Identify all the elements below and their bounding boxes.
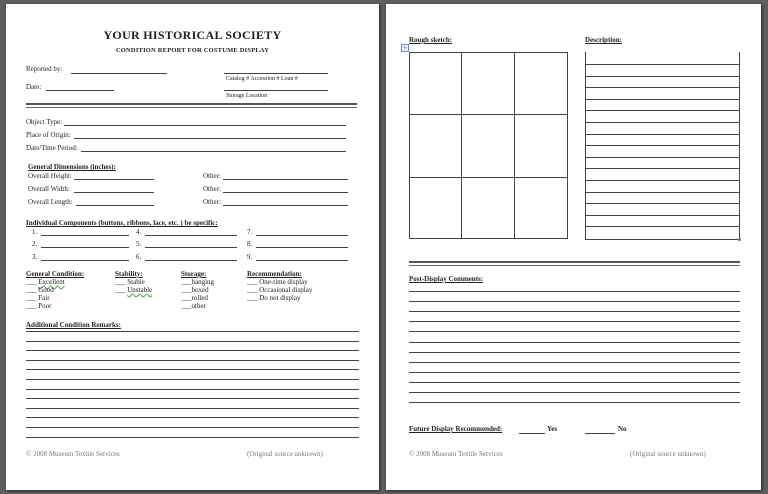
ruled-line	[585, 76, 740, 77]
ruled-line	[409, 402, 740, 403]
overall-height-label: Overall Height:	[28, 172, 72, 180]
component-field[interactable]	[256, 260, 348, 261]
recommendation-option-label: One-time display	[259, 278, 308, 286]
place-of-origin-field[interactable]	[74, 138, 346, 139]
future-display-label: Future Display Recommended:	[409, 425, 503, 433]
storage-heading: Storage:	[181, 270, 207, 278]
reported-by-field[interactable]	[71, 73, 167, 74]
ruled-line	[585, 203, 740, 204]
condition-option[interactable]: ___ Excellent	[26, 278, 65, 286]
ruled-line	[585, 110, 740, 111]
stability-option[interactable]: ___ Stable	[115, 278, 145, 286]
sketch-grid-line	[409, 177, 568, 178]
ruled-line	[26, 389, 359, 390]
section-divider	[26, 103, 357, 105]
page-one	[6, 4, 379, 490]
no-label: No	[618, 425, 627, 433]
ruled-line	[409, 362, 740, 363]
object-type-field[interactable]	[64, 125, 346, 126]
ruled-line	[409, 342, 740, 343]
footer-copyright: © 2008 Museum Textile Services	[409, 450, 503, 458]
ruled-line	[26, 398, 359, 399]
other-field-1[interactable]	[223, 179, 348, 180]
yes-field[interactable]	[519, 433, 545, 434]
place-of-origin-label: Place of Origin:	[26, 131, 71, 139]
component-number: 5.	[136, 240, 142, 248]
component-field[interactable]	[41, 260, 129, 261]
description-heading: Description:	[585, 36, 622, 44]
ruled-line	[585, 64, 740, 65]
ruled-line	[26, 350, 359, 351]
ruled-line	[409, 331, 740, 332]
storage-option-label: boxed	[191, 286, 209, 294]
ruled-line	[26, 427, 359, 428]
component-number: 2.	[32, 240, 38, 248]
report-subtitle: CONDITION REPORT FOR COSTUME DISPLAY	[115, 47, 270, 54]
date-field[interactable]	[46, 90, 114, 91]
ruled-line	[409, 372, 740, 373]
post-display-heading: Post-Display Comments:	[409, 275, 484, 283]
ruled-line	[585, 168, 740, 169]
stability-option-label: Unstable	[127, 286, 153, 294]
society-title: YOUR HISTORICAL SOCIETY	[103, 28, 282, 42]
ruled-line	[26, 331, 359, 332]
ruled-line	[409, 301, 740, 302]
ruled-line	[585, 192, 740, 193]
component-number: 8.	[247, 240, 253, 248]
section-divider-thin	[409, 265, 740, 266]
other-field-2[interactable]	[223, 192, 348, 193]
component-number: 6.	[136, 253, 142, 261]
ruled-line	[585, 157, 740, 158]
footer-source: (Original source unknown)	[247, 450, 323, 458]
date-period-field[interactable]	[81, 151, 346, 152]
storage-option[interactable]: ___hanging	[181, 278, 215, 286]
footer-copyright: © 2008 Museum Textile Services	[26, 450, 120, 458]
move-handle-icon[interactable]: +	[401, 44, 409, 52]
remarks-heading: Additional Condition Remarks:	[26, 321, 121, 329]
sketch-grid-line	[514, 52, 515, 239]
condition-option[interactable]: ___ Poor	[26, 302, 52, 310]
recommendation-option-label: Occasional display	[259, 286, 313, 294]
other-label-2: Other:	[203, 185, 221, 193]
storage-option-label: hanging	[191, 278, 215, 286]
ruled-line	[585, 215, 740, 216]
other-label-1: Other:	[203, 172, 221, 180]
recommendation-option[interactable]: ___ Occasional display	[247, 286, 313, 294]
component-field[interactable]	[145, 260, 237, 261]
component-field[interactable]	[41, 247, 129, 248]
ruled-line	[409, 382, 740, 383]
overall-width-field[interactable]	[74, 192, 154, 193]
other-label-3: Other:	[203, 198, 221, 206]
ruled-line	[26, 379, 359, 380]
ruled-line	[585, 134, 740, 135]
stability-heading: Stability:	[115, 270, 143, 278]
component-field[interactable]	[145, 247, 237, 248]
ruled-line	[26, 417, 359, 418]
section-divider	[409, 261, 740, 263]
storage-option-label: rolled	[191, 294, 208, 302]
storage-option[interactable]: ___boxed	[181, 286, 209, 294]
ruled-line	[585, 180, 740, 181]
rough-sketch-heading: Rough sketch:	[409, 36, 452, 44]
ruled-line	[26, 341, 359, 342]
recommendation-heading: Recommendation:	[247, 270, 302, 278]
condition-option-label: Excellent	[38, 278, 65, 286]
ruled-line	[409, 321, 740, 322]
ruled-line	[585, 226, 740, 227]
ruled-line	[26, 408, 359, 409]
other-field-3[interactable]	[223, 205, 348, 206]
stability-option[interactable]: ___ Unstable	[115, 286, 153, 294]
sketch-grid[interactable]	[409, 52, 568, 239]
date-label: Date:	[26, 83, 42, 91]
footer-source: (Original source unknown)	[630, 450, 706, 458]
component-field[interactable]	[256, 235, 348, 236]
date-period-label: Date/Time Period:	[26, 144, 78, 152]
sketch-grid-line	[461, 52, 462, 239]
component-field[interactable]	[41, 235, 129, 236]
ruled-line	[409, 311, 740, 312]
condition-option[interactable]: ___ Good	[26, 286, 54, 294]
catalog-label: Catalog # Accession # Loan #	[226, 76, 298, 82]
ruled-line	[26, 369, 359, 370]
overall-height-field[interactable]	[74, 179, 154, 180]
storage-location-label: Storage Location	[226, 93, 268, 99]
storage-option-label: other	[191, 302, 206, 310]
condition-option[interactable]: ___ Fair	[26, 294, 50, 302]
section-divider-thin	[26, 107, 357, 108]
ruled-line	[26, 360, 359, 361]
recommendation-option-label: Do not display	[259, 294, 301, 302]
ruled-line	[26, 437, 359, 438]
object-type-label: Object Type:	[26, 118, 63, 126]
ruled-line	[585, 122, 740, 123]
page-two	[386, 4, 761, 490]
description-border	[585, 239, 740, 240]
general-condition-heading: General Condition:	[26, 270, 85, 278]
storage-location-field[interactable]	[224, 90, 328, 91]
condition-option-label: Poor	[38, 302, 52, 310]
component-number: 7.	[247, 228, 253, 236]
resize-handle-icon[interactable]	[738, 238, 741, 241]
ruled-line	[409, 352, 740, 353]
stability-option-label: Stable	[127, 278, 145, 286]
ruled-line	[409, 291, 740, 292]
component-number: 1.	[32, 228, 38, 236]
recommendation-option[interactable]: ___ One-time display	[247, 278, 308, 286]
sketch-grid-line	[409, 114, 568, 115]
component-number: 3.	[32, 253, 38, 261]
storage-option[interactable]: ___rolled	[181, 294, 208, 302]
yes-label: Yes	[547, 425, 558, 433]
ruled-line	[585, 145, 740, 146]
ruled-line	[585, 87, 740, 88]
reported-by-label: Reported by:	[26, 65, 63, 73]
recommendation-option[interactable]: ___ Do not display	[247, 294, 301, 302]
overall-width-label: Overall Width:	[28, 185, 70, 193]
components-heading: Individual Components (buttons, ribbons, lace, etc. ) be specific:	[26, 219, 218, 227]
dimensions-heading: General Dimensions (inches):	[28, 163, 116, 171]
component-field[interactable]	[145, 235, 237, 236]
condition-option-label: Fair	[38, 294, 50, 302]
component-number: 9.	[247, 253, 253, 261]
component-number: 4.	[136, 228, 142, 236]
no-field[interactable]	[585, 433, 615, 434]
condition-option-label: Good	[38, 286, 54, 294]
overall-length-field[interactable]	[76, 205, 154, 206]
overall-length-label: Overall Length:	[28, 198, 73, 206]
storage-option[interactable]: ___other	[181, 302, 206, 310]
catalog-field[interactable]	[224, 73, 328, 74]
ruled-line	[409, 392, 740, 393]
component-field[interactable]	[256, 247, 348, 248]
ruled-line	[585, 99, 740, 100]
